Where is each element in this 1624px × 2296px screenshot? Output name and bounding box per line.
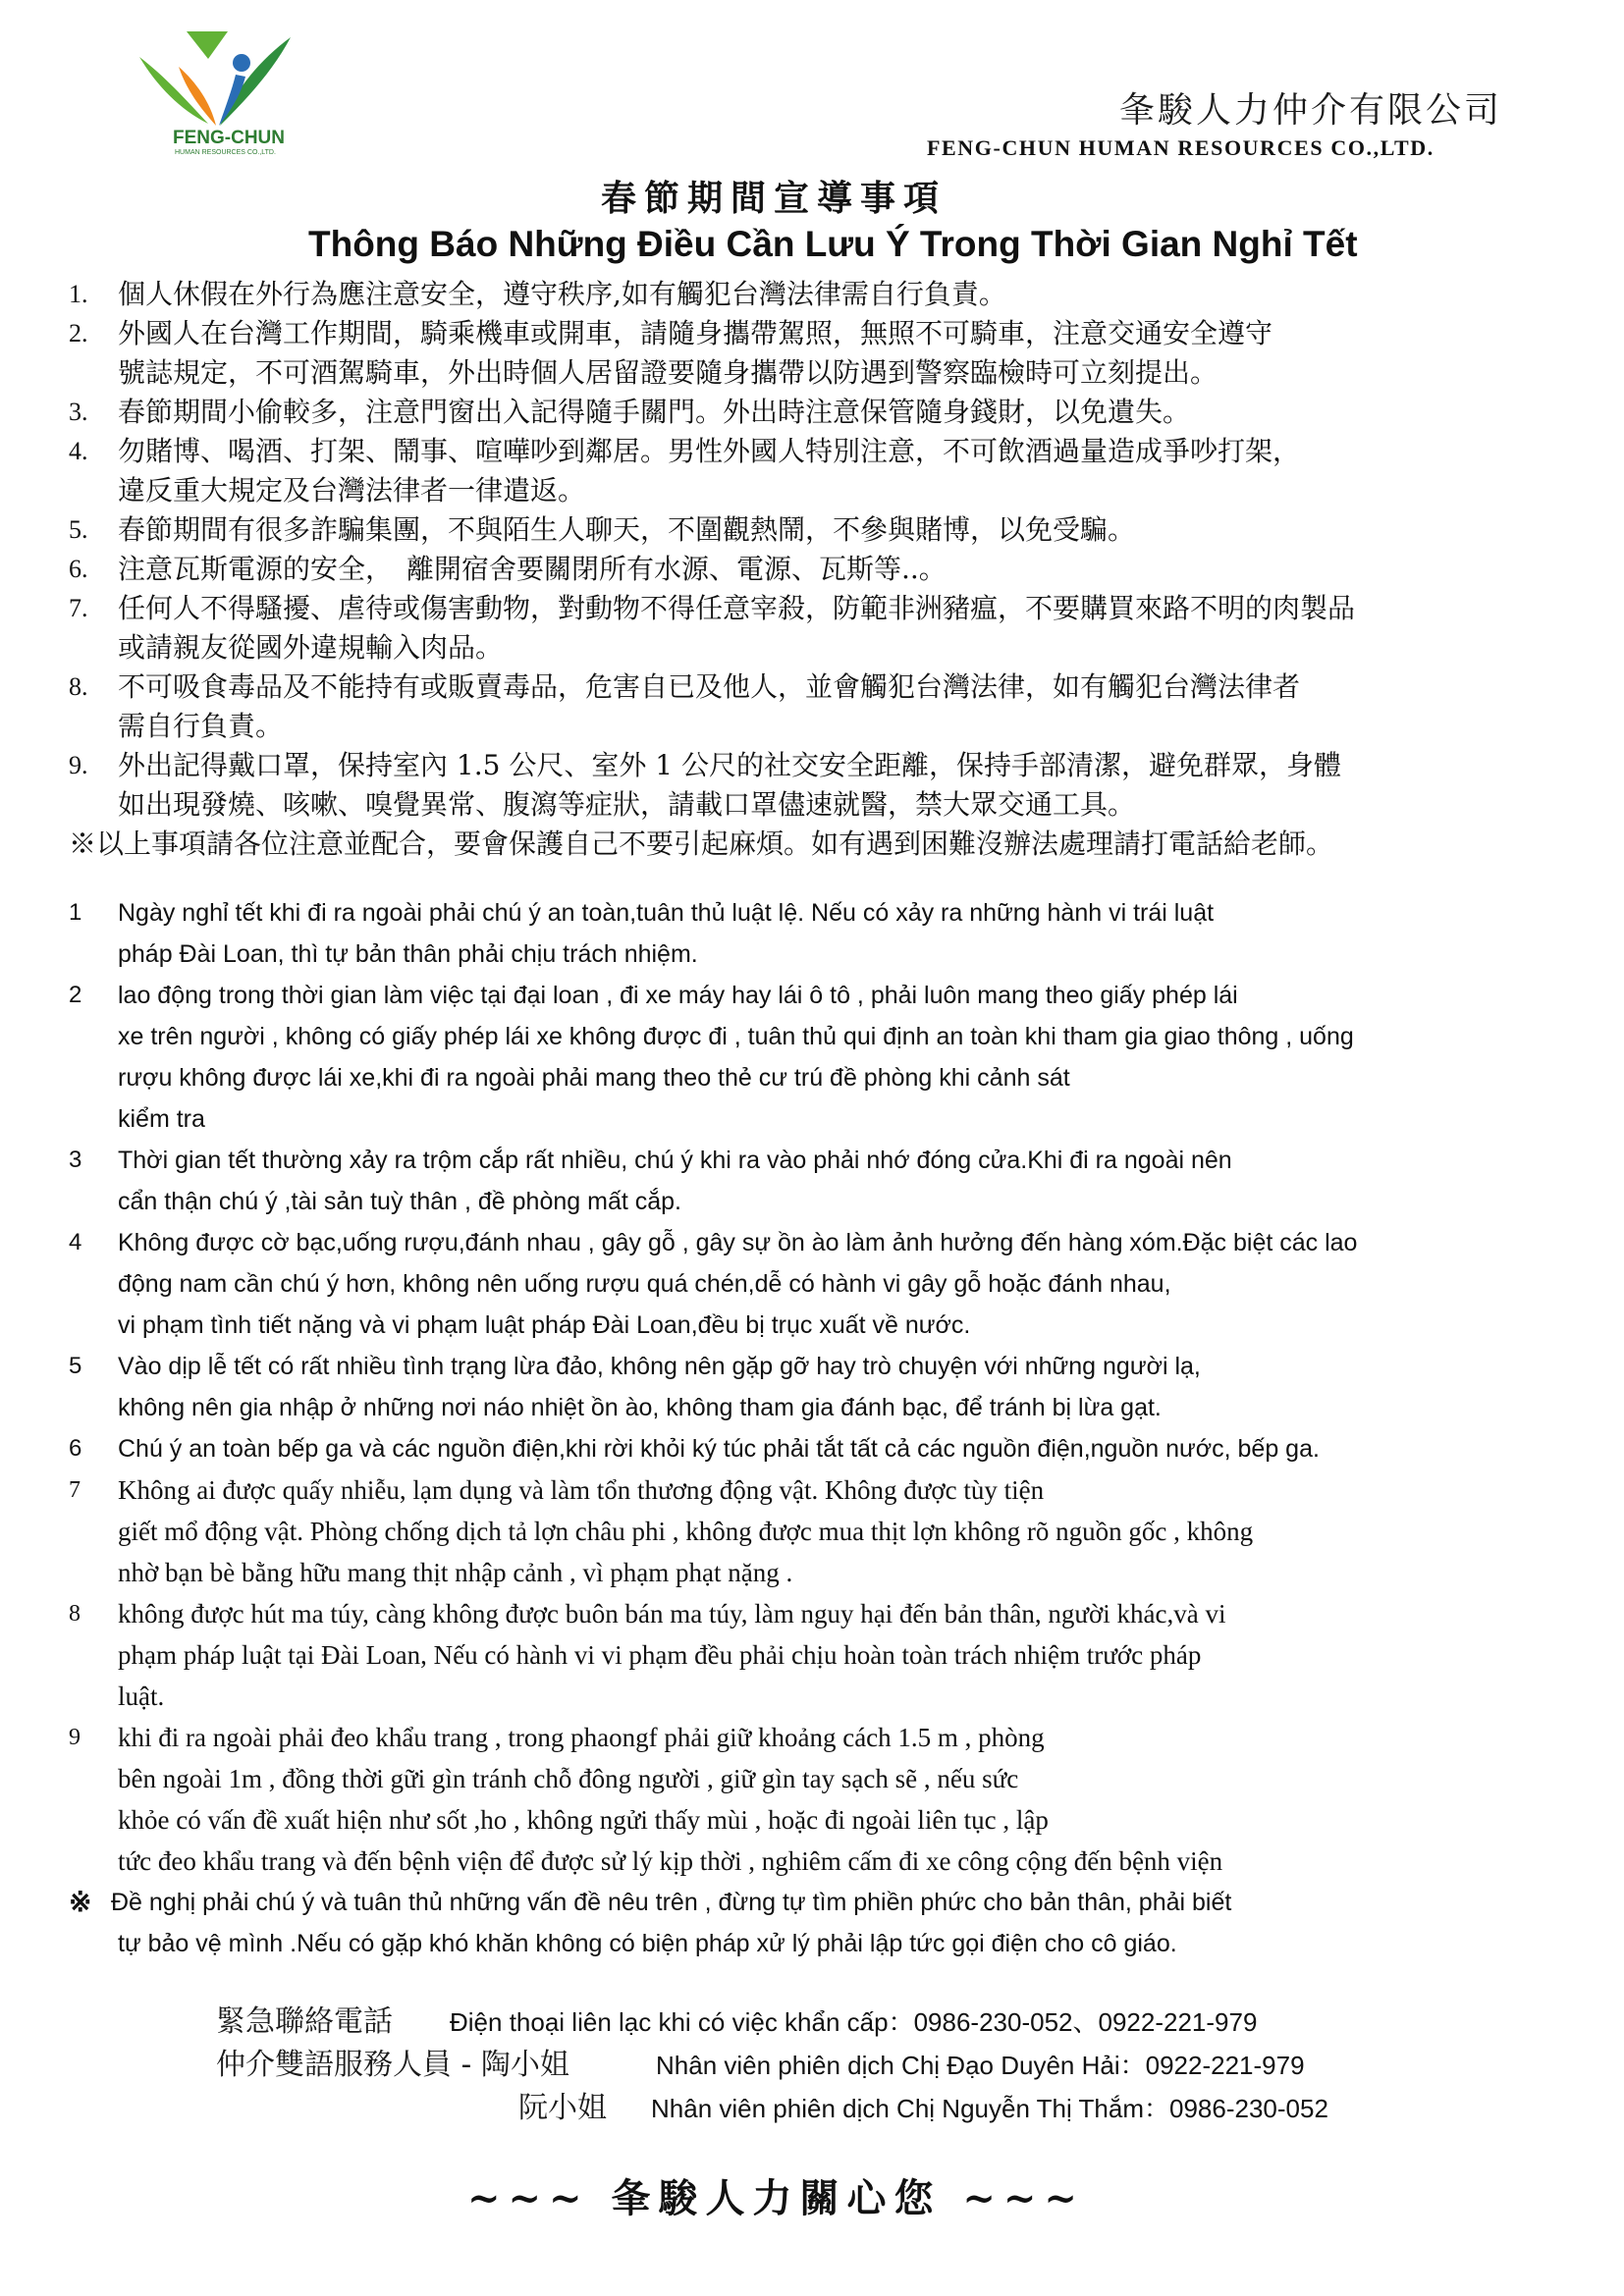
logo-leaf-right [220, 37, 291, 126]
item-lines [118, 275, 1006, 314]
list-item [69, 432, 1600, 510]
item-line: 春節期間小偷較多，注意門窗出入記得隨手關門。外出時注意保管隨身錢財，以免遺失。 [118, 396, 1191, 428]
item-line: 任何人不得騷擾、虐待或傷害動物，對動物不得任意宰殺，防範非洲豬瘟，不要購買來路不明的肉製品 [118, 592, 1356, 624]
note-line: Đề nghị phải chú ý và tuân thủ những vấn đề nêu trên , đừng tự tìm phiền phức cho bản thân, phải biết [111, 1889, 1232, 1916]
list-item [69, 746, 1600, 825]
list-item [69, 1717, 1600, 1882]
note-lines [111, 1882, 1231, 1964]
item-line: động nam cần chú ý hơn, không nên uống rượu quá chén,dễ có hành vi gây gỗ hoặc đánh nhau, [118, 1270, 1171, 1298]
item-line: khỏe có vấn đề xuất hiện như sốt ,ho , không ngửi thấy mùi , hoặc đi ngoài liên tục , lập [118, 1805, 1049, 1835]
item-line: rượu không được lái xe,khi đi ra ngoài phải mang theo thẻ cư trú đề phòng khi cảnh sát [118, 1064, 1070, 1092]
list-item [69, 393, 1600, 432]
list-item [69, 275, 1600, 314]
company-name-en: FENG-CHUN HUMAN RESOURCES CO.,LTD. [927, 135, 1435, 160]
item-line: 需自行負責。 [118, 710, 284, 742]
item-line: khi đi ra ngoài phải đeo khẩu trang , trong phaongf phải giữ khoảng cách 1.5 m , phòng [118, 1723, 1045, 1752]
list-item [69, 975, 1600, 1140]
item-line: giết mổ động vật. Phòng chống dịch tả lợn châu phi , không được mua thịt lợn không rõ nguồn gốc , không [118, 1517, 1254, 1546]
item-line: Thời gian tết thường xảy ra trộm cắp rất nhiều, chú ý khi ra vào phải nhớ đóng cửa.Khi đi ra ngoài nên [118, 1147, 1232, 1174]
document-title-vi: Thông Báo Những Điều Cần Lưu Ý Trong Thời Gian Nghỉ Tết [308, 224, 1358, 264]
list-item [69, 550, 1600, 589]
emergency-contact-label: 緊急聯絡電話 [216, 2004, 393, 2039]
logo-brand-text: FENG-CHUN [173, 128, 285, 148]
document-title-zh: 春節期間宣導事項 [601, 178, 947, 219]
item-lines [118, 892, 1214, 975]
item-lines [118, 746, 1341, 825]
item-number: 8 [69, 1601, 81, 1627]
emergency-contact-value: Điện thoại liên lạc khi có việc khẩn cấp：0986-230-052、0922-221-979 [450, 2007, 1258, 2037]
item-line: Không ai được quấy nhiễu, lạm dụng và làm tổn thương động vật. Không được tùy tiện [118, 1475, 1045, 1505]
item-lines [118, 1593, 1226, 1717]
item-lines [118, 589, 1355, 667]
item-line: nhờ bạn bè bằng hữu mang thịt nhập cảnh , vì phạm phạt nặng . [118, 1558, 793, 1587]
item-line: pháp Đài Loan, thì tự bản thân phải chịu trách nhiệm. [118, 940, 698, 968]
list-item [69, 1346, 1600, 1428]
list-item [69, 314, 1600, 393]
logo-graphic [126, 27, 306, 159]
item-number: 4. [69, 437, 88, 465]
item-number: 7. [69, 594, 88, 622]
item-line: luật. [118, 1682, 165, 1711]
list-item [69, 589, 1600, 667]
item-lines [118, 314, 1272, 393]
item-lines [118, 432, 1300, 510]
item-number: 8. [69, 672, 88, 701]
item-lines [118, 1346, 1201, 1428]
item-lines [118, 550, 947, 589]
item-line: 個人休假在外行為應注意安全，遵守秩序,如有觸犯台灣法律需自行負責。 [118, 278, 1006, 310]
item-number: 7 [69, 1477, 81, 1503]
list-item [69, 1140, 1600, 1222]
interpreter-2-value: Nhân viên phiên dịch Chị Nguyễn Thị Thắm：0986-230-052 [651, 2094, 1328, 2123]
item-line: phạm pháp luật tại Đài Loan, Nếu có hành vi vi phạm đều phải chịu hoàn toàn trách nhiệm trước pháp [118, 1640, 1202, 1670]
item-line: cẩn thận chú ý ,tài sản tuỳ thân , đề phòng mất cắp. [118, 1188, 681, 1215]
closing-note-zh: ※以上事項請各位注意並配合，要會保護自己不要引起麻煩。如有遇到困難沒辦法處理請打電話給老師。 [69, 828, 1334, 860]
item-line: 號誌規定，不可酒駕騎車，外出時個人居留證要隨身攜帶以防遇到警察臨檢時可立刻提出。 [118, 356, 1218, 389]
interpreter-1-value: Nhân viên phiên dịch Chị Đạo Duyên Hải：0922-221-979 [656, 2051, 1305, 2080]
list-item [69, 667, 1600, 746]
item-line: bên ngoài 1m , đồng thời gữi gìn tránh chỗ đông người , giữ gìn tay sạch sẽ , nếu sức [118, 1764, 1019, 1793]
item-number: 9. [69, 751, 88, 779]
list-item [69, 510, 1600, 550]
item-line: 違反重大規定及台灣法律者一律遣返。 [118, 474, 586, 507]
item-line: Chú ý an toàn bếp ga và các nguồn điện,khi rời khỏi ký túc phải tắt tất cả các nguồn điện,nguồn nước, bếp ga. [118, 1435, 1320, 1463]
item-line: không nên gia nhập ở những nơi náo nhiệt ồn ào, không tham gia đánh bạc, để tránh bị lừa gạt. [118, 1394, 1162, 1421]
list-item [69, 1593, 1600, 1717]
item-number: 5 [69, 1353, 82, 1379]
item-number: 3 [69, 1147, 82, 1173]
item-number: 3. [69, 398, 88, 426]
item-number: 9 [69, 1725, 81, 1750]
item-line: 不可吸食毒品及不能持有或販賣毒品，危害自已及他人，並會觸犯台灣法律，如有觸犯台灣法律者 [118, 670, 1301, 703]
item-line: vi phạm tình tiết nặng và vi phạm luật pháp Đài Loan,đều bị trục xuất về nước. [118, 1311, 971, 1339]
item-line: Ngày nghỉ tết khi đi ra ngoài phải chú ý an toàn,tuân thủ luật lệ. Nếu có xảy ra những hành vi trái luật [118, 899, 1215, 927]
item-lines [118, 1222, 1357, 1346]
item-line: 或請親友從國外違規輸入肉品。 [118, 631, 504, 664]
logo-figure-head [233, 54, 250, 72]
item-line: 注意瓦斯電源的安全， 離開宿舍要關閉所有水源、電源、瓦斯等..。 [118, 553, 947, 585]
item-number: 1 [69, 899, 82, 926]
logo-leaf-top [187, 31, 228, 59]
item-line: 勿賭博、喝酒、打架、鬧事、喧嘩吵到鄰居。男性外國人特別注意，不可飲酒過量造成爭吵打架， [118, 435, 1301, 467]
item-lines [118, 667, 1300, 746]
item-line: Không được cờ bạc,uống rượu,đánh nhau , gây gỗ , gây sự ồn ào làm ảnh hưởng đến hàng xóm.Đặc biệt các lao [118, 1229, 1358, 1256]
item-lines [118, 1469, 1253, 1593]
item-number: 2 [69, 982, 82, 1008]
item-line: 外出記得戴口罩，保持室內 1.5 公尺、室外 1 公尺的社交安全距離，保持手部清潔，避免群眾，身體 [118, 749, 1341, 781]
item-line: không được hút ma túy, càng không được buôn bán ma túy, làm nguy hại đến bản thân, người khác,và vi [118, 1599, 1226, 1629]
item-line: 春節期間有很多詐騙集團，不與陌生人聊天，不圍觀熱鬧，不參與賭博，以免受騙。 [118, 513, 1136, 546]
list-item [69, 1428, 1600, 1469]
item-lines [118, 393, 1190, 432]
item-line: tức đeo khẩu trang và đến bệnh viện để được sử lý kịp thời , nghiêm cấm đi xe công cộng đến bệnh viện [118, 1846, 1223, 1876]
interpreter-1-label: 仲介雙語服務人員 - 陶小姐 [216, 2048, 569, 2082]
company-logo [126, 27, 306, 159]
item-lines [118, 975, 1354, 1140]
list-item [69, 892, 1600, 975]
notice-list-vi [69, 892, 1600, 1964]
item-lines [118, 1717, 1222, 1882]
closing-note-vi [69, 1882, 1600, 1964]
item-number: 6 [69, 1435, 82, 1462]
footer-slogan: ~~~ 夆駿人力關心您 ~~~ [467, 2175, 1085, 2221]
item-lines [118, 1428, 1320, 1469]
item-number: 2. [69, 319, 88, 347]
item-number: 1. [69, 280, 88, 308]
interpreter-2-label: 阮小姐 [518, 2091, 607, 2125]
item-line: lao động trong thời gian làm việc tại đại loan , đi xe máy hay lái ô tô , phải luôn mang theo giấy phép lái [118, 982, 1238, 1009]
item-line: 如出現發燒、咳嗽、嗅覺異常、腹瀉等症狀，請載口罩儘速就醫，禁大眾交通工具。 [118, 788, 1136, 821]
notice-list-zh [69, 275, 1600, 864]
logo-tagline-text: HUMAN RESOURCES CO.,LTD. [175, 149, 276, 156]
note-mark: ※ [69, 1887, 92, 1917]
item-line: kiểm tra [118, 1105, 205, 1133]
item-line: 外國人在台灣工作期間，騎乘機車或開車，請隨身攜帶駕照，無照不可騎車，注意交通安全遵守 [118, 317, 1273, 349]
item-lines [118, 510, 1135, 550]
item-line: xe trên người , không có giấy phép lái xe không được đi , tuân thủ qui định an toàn khi tham gia giao thông , uống [118, 1023, 1354, 1050]
item-number: 4 [69, 1229, 82, 1255]
item-number: 6. [69, 555, 88, 583]
item-lines [118, 1140, 1232, 1222]
list-item [69, 1222, 1600, 1346]
company-name-zh: 夆駿人力仲介有限公司 [1119, 90, 1503, 131]
item-number: 5. [69, 515, 88, 544]
item-line: Vào dịp lễ tết có rất nhiều tình trạng lừa đảo, không nên gặp gỡ hay trò chuyện với những người lạ, [118, 1353, 1201, 1380]
note-line: tự bảo vệ mình .Nếu có gặp khó khăn không có biện pháp xử lý phải lập tức gọi điện cho cô giáo. [118, 1930, 1177, 1957]
list-item [69, 1469, 1600, 1593]
